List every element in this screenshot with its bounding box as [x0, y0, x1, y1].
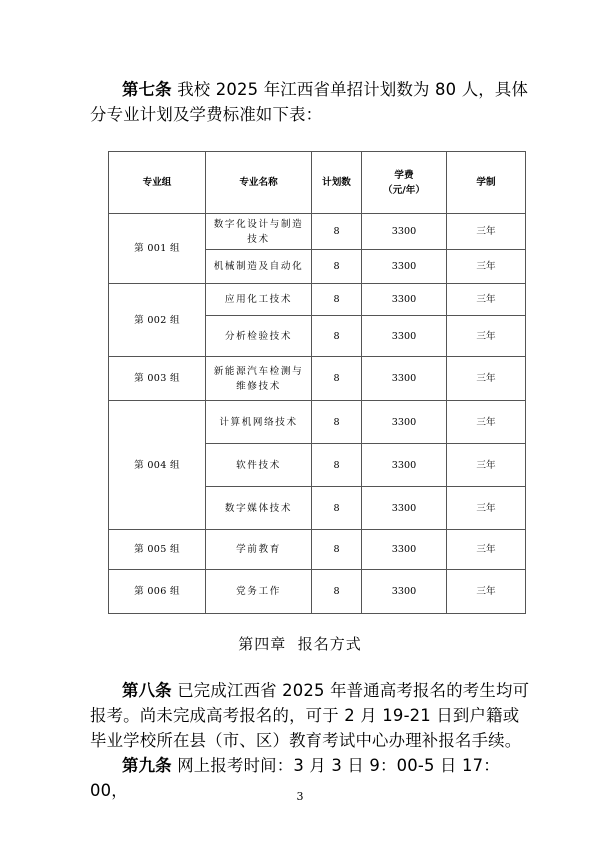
duration-cell: 三年 — [447, 284, 526, 316]
enrollment-plan-table — [108, 151, 526, 614]
chapter-title: 第四章 报名方式 — [238, 635, 362, 653]
header-group: 专业组 — [109, 152, 206, 214]
major-cell: 软件技术 — [206, 444, 312, 487]
plan-cell: 8 — [312, 250, 362, 284]
duration-cell: 三年 — [447, 570, 526, 614]
fee-cell: 3300 — [362, 214, 447, 250]
fee-cell: 3300 — [362, 357, 447, 401]
major-cell: 分析检验技术 — [206, 316, 312, 357]
table-body — [109, 214, 526, 614]
fee-cell: 3300 — [362, 487, 447, 530]
article-8-paragraph — [90, 678, 530, 753]
header-plan: 计划数 — [312, 152, 362, 214]
plan-cell: 8 — [312, 316, 362, 357]
plan-cell: 8 — [312, 284, 362, 316]
table-header-row — [109, 152, 526, 214]
duration-cell: 三年 — [447, 401, 526, 444]
article-9-text: 网上报考时间：3 月 3 日 9：00-5 日 17：00， — [90, 756, 500, 800]
group-cell: 第 002 组 — [109, 284, 206, 357]
article-9-label: 第九条 — [122, 756, 172, 775]
table-row — [109, 401, 526, 444]
fee-cell: 3300 — [362, 316, 447, 357]
fee-cell: 3300 — [362, 250, 447, 284]
plan-cell: 8 — [312, 357, 362, 401]
article-8-label: 第八条 — [122, 681, 172, 700]
header-major: 专业名称 — [206, 152, 312, 214]
table-row — [109, 357, 526, 401]
plan-cell: 8 — [312, 444, 362, 487]
major-cell: 机械制造及自动化 — [206, 250, 312, 284]
plan-cell: 8 — [312, 530, 362, 570]
table-row — [109, 530, 526, 570]
header-duration: 学制 — [447, 152, 526, 214]
group-cell: 第 004 组 — [109, 401, 206, 530]
duration-cell: 三年 — [447, 530, 526, 570]
group-cell: 第 003 组 — [109, 357, 206, 401]
plan-cell: 8 — [312, 570, 362, 614]
plan-cell: 8 — [312, 487, 362, 530]
major-cell: 数字媒体技术 — [206, 487, 312, 530]
duration-cell: 三年 — [447, 444, 526, 487]
major-cell: 新能源汽车检测与维修技术 — [206, 357, 312, 401]
group-cell: 第 005 组 — [109, 530, 206, 570]
page-number: 3 — [296, 790, 304, 803]
fee-cell: 3300 — [362, 530, 447, 570]
major-cell: 计算机网络技术 — [206, 401, 312, 444]
article-7-label: 第七条 — [122, 80, 172, 99]
table-row — [109, 214, 526, 250]
plan-cell: 8 — [312, 401, 362, 444]
group-cell: 第 001 组 — [109, 214, 206, 284]
fee-cell: 3300 — [362, 570, 447, 614]
table-row — [109, 570, 526, 614]
fee-cell: 3300 — [362, 444, 447, 487]
duration-cell: 三年 — [447, 214, 526, 250]
major-cell: 数字化设计与制造技术 — [206, 214, 312, 250]
group-cell: 第 006 组 — [109, 570, 206, 614]
article-7-text: 我校 2025 年江西省单招计划数为 80 人，具体分专业计划及学费标准如下表： — [90, 80, 529, 124]
duration-cell: 三年 — [447, 487, 526, 530]
duration-cell: 三年 — [447, 250, 526, 284]
plan-cell: 8 — [312, 214, 362, 250]
article-7-paragraph — [90, 77, 530, 127]
major-cell: 党务工作 — [206, 570, 312, 614]
fee-cell: 3300 — [362, 284, 447, 316]
major-cell: 学前教育 — [206, 530, 312, 570]
table-row — [109, 284, 526, 316]
header-fee: 学费 （元/年） — [362, 152, 447, 214]
duration-cell: 三年 — [447, 357, 526, 401]
duration-cell: 三年 — [447, 316, 526, 357]
fee-cell: 3300 — [362, 401, 447, 444]
major-cell: 应用化工技术 — [206, 284, 312, 316]
article-8-text: 已完成江西省 2025 年普通高考报名的考生均可报考。尚未完成高考报名的，可于 2 月 19-21 日到户籍或毕业学校所在县（市、区）教育考试中心办理补报名手续。 — [90, 681, 530, 750]
